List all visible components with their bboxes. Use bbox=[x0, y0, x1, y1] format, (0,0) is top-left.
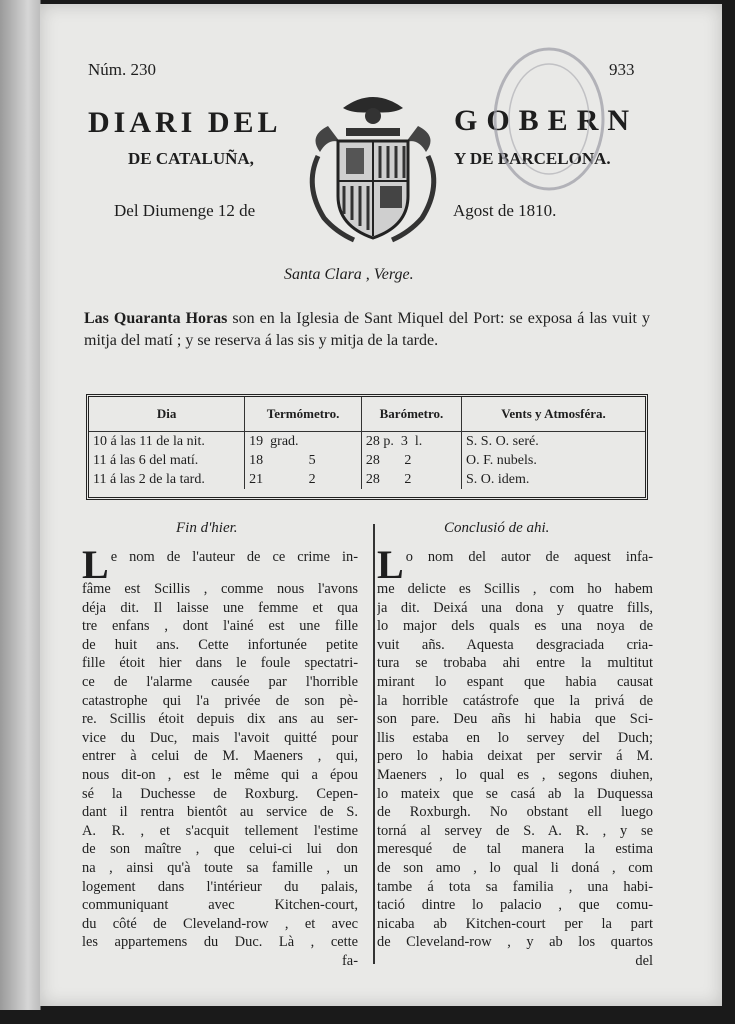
text-line bbox=[377, 822, 653, 841]
text-line bbox=[82, 599, 358, 618]
text-line-content: mirant lo espant que habia causat bbox=[377, 673, 653, 690]
text-line bbox=[82, 673, 358, 692]
text-line-content: de son amo , lo qual li doná , com bbox=[377, 859, 653, 876]
right-column-heading: Conclusió de ahi. bbox=[444, 520, 550, 536]
text-line-content: entrer à celui de M. Maeners , qui, bbox=[82, 748, 358, 765]
text-line bbox=[377, 729, 653, 748]
text-line-content: vuit añs. Aquesta desgraciada cria- bbox=[377, 636, 653, 653]
saint-of-the-day: Santa Clara , Verge. bbox=[284, 266, 414, 283]
text-line bbox=[82, 654, 358, 673]
text-line bbox=[82, 933, 358, 952]
text-line-content: lo major dels quals es una noya de bbox=[377, 618, 653, 635]
text-line bbox=[82, 548, 358, 580]
text-line bbox=[82, 859, 358, 878]
text-line-content: na , ainsi qu'à toute sa famille , un bbox=[82, 859, 358, 876]
text-line-content: déja dit. Il laisse une femme et qua bbox=[82, 599, 358, 616]
text-line-content: de Roxburgh. No obstant ell luego bbox=[377, 804, 653, 821]
newspaper-page bbox=[40, 4, 722, 1006]
text-line bbox=[82, 747, 358, 766]
text-line bbox=[377, 896, 653, 915]
right-column-text bbox=[377, 548, 653, 970]
text-line-content: o nom del autor de aquest infa- bbox=[405, 549, 653, 565]
subtitle-left: DE CATALUÑA, bbox=[128, 149, 254, 168]
weather-cell: O. F. nubels. bbox=[466, 452, 537, 468]
weather-cell: 28 2 bbox=[361, 470, 461, 489]
weather-header-winds: Vents y Atmosféra. bbox=[462, 397, 646, 432]
text-line bbox=[82, 617, 358, 636]
text-line bbox=[82, 636, 358, 655]
weather-cell: 19 grad. bbox=[245, 432, 362, 452]
text-line-content: ce de l'alarme causée par l'horrible bbox=[82, 673, 358, 690]
text-line-content: nous dit-on , est le même qui a épou bbox=[82, 766, 358, 783]
weather-cell: 10 á las 11 de la nit. bbox=[89, 432, 245, 452]
text-line-content: tació dintre lo palacio , que comu- bbox=[377, 897, 653, 914]
page-number: 933 bbox=[609, 60, 635, 79]
text-line bbox=[82, 692, 358, 711]
weather-cell: 11 á las 6 del matí. bbox=[89, 451, 245, 470]
text-line-content: re. Scillis étoit depuis dix ans au ser- bbox=[82, 711, 358, 728]
text-line bbox=[377, 859, 653, 878]
text-line-content: fâme est Scillis , comme nous l'avons bbox=[82, 581, 358, 597]
column-divider bbox=[373, 524, 375, 964]
text-line bbox=[82, 896, 358, 915]
text-line bbox=[377, 785, 653, 804]
text-line bbox=[82, 729, 358, 748]
text-line bbox=[377, 915, 653, 934]
text-line bbox=[82, 803, 358, 822]
drop-cap: L bbox=[82, 548, 109, 580]
table-row bbox=[89, 470, 645, 489]
text-line-content: ja dit. Deixá una dona y quatre fills, bbox=[377, 599, 653, 616]
weather-cell: S. S. O. seré. bbox=[466, 433, 539, 449]
weather-cell: 28 p. 3 l. bbox=[361, 432, 461, 452]
text-line-content: de Cleveland-row , y ab los quartos bbox=[377, 934, 653, 951]
text-line-content: sé la Duchesse de Roxburg. Cepen- bbox=[82, 785, 358, 802]
text-line-content: llis estaba en lo servey del Duch; bbox=[377, 729, 653, 746]
text-line-content: fille étoit hier dans le foule spectatri- bbox=[82, 655, 358, 672]
text-line bbox=[377, 803, 653, 822]
notice-lead: Las Quaranta Horas bbox=[84, 310, 228, 327]
weather-cell: 18 5 bbox=[245, 451, 362, 470]
notice-text: son en la Iglesia de Sant Miquel del Port: se exposa á las vuit y mitja del matí ; y se reserva á las sis y mitja de la tarde. bbox=[84, 310, 651, 349]
text-line-content: tura se trobaba ahi entre la multitut bbox=[377, 655, 653, 672]
text-line bbox=[377, 580, 653, 599]
table-row bbox=[89, 451, 645, 470]
text-line bbox=[377, 548, 653, 580]
text-line bbox=[377, 840, 653, 859]
text-line-content: dant il rentra bientôt au service de S. bbox=[82, 804, 358, 821]
text-line-content: me delicte es Scillis , com ho habem bbox=[377, 581, 653, 597]
text-line-content: vice du Duc, mais l'avoit quitté pour bbox=[82, 729, 358, 746]
text-line bbox=[82, 766, 358, 785]
text-line-content: del bbox=[635, 952, 653, 969]
left-column-heading: Fin d'hier. bbox=[176, 520, 238, 536]
text-line bbox=[82, 878, 358, 897]
weather-header-barometer: Barómetro. bbox=[361, 397, 461, 432]
text-line bbox=[82, 580, 358, 599]
text-line-content: du côté de Cleveland-row , et avec bbox=[82, 915, 358, 932]
text-line-content: de son maître , que celui-ci lui don bbox=[82, 841, 358, 858]
text-line bbox=[377, 636, 653, 655]
library-stamp-icon bbox=[490, 44, 608, 194]
text-line-content: les appartemens du Duc. Là , cette bbox=[82, 934, 358, 951]
text-line bbox=[82, 952, 358, 971]
text-line bbox=[377, 747, 653, 766]
text-line bbox=[377, 766, 653, 785]
text-line-content: de huit ans. Cette infortunée petite bbox=[82, 636, 358, 653]
weather-header-thermometer: Termómetro. bbox=[245, 397, 362, 432]
facing-page-edge bbox=[0, 0, 41, 1010]
date-right: Agost de 1810. bbox=[453, 201, 557, 220]
text-line bbox=[377, 673, 653, 692]
text-line bbox=[377, 878, 653, 897]
text-line bbox=[377, 599, 653, 618]
text-line bbox=[82, 915, 358, 934]
text-line bbox=[377, 654, 653, 673]
notice-paragraph bbox=[84, 308, 650, 352]
issue-number: Núm. 230 bbox=[88, 60, 156, 79]
text-line bbox=[377, 710, 653, 729]
text-line-content: lo mateix que se casá ab la Duquessa bbox=[377, 785, 653, 802]
text-line-content: catastrophe qui l'a privée de son pè- bbox=[82, 692, 358, 709]
text-line-content: Maeners , lo qual es , segons diuhen, bbox=[377, 766, 653, 783]
title-right: GOBERN bbox=[454, 104, 639, 137]
text-line-content: son pare. Deu añs hi habia que Sci- bbox=[377, 711, 653, 728]
weather-table bbox=[86, 394, 648, 500]
text-line bbox=[377, 617, 653, 636]
text-line-content: e nom de l'auteur de ce crime in- bbox=[110, 549, 358, 565]
table-row bbox=[89, 432, 645, 452]
text-line-content: nicaba ab Kitchen-court per la part bbox=[377, 915, 653, 932]
text-line bbox=[377, 952, 653, 971]
weather-header-day: Dia bbox=[89, 397, 245, 432]
text-line-content: tre enfans , dont l'ainé est une fille bbox=[82, 618, 358, 635]
weather-cell: 21 2 bbox=[245, 470, 362, 489]
text-line bbox=[82, 840, 358, 859]
drop-cap: L bbox=[377, 548, 404, 580]
text-line-content: A. R. , et s'acquit tellement l'estime bbox=[82, 822, 358, 839]
weather-cell: 28 2 bbox=[361, 451, 461, 470]
text-line-content: la horrible catástrofe que la privá de bbox=[377, 692, 653, 709]
text-line bbox=[377, 933, 653, 952]
text-line-content: torná al servey de S. A. R. , y se bbox=[377, 822, 653, 839]
text-line bbox=[82, 785, 358, 804]
text-line bbox=[377, 692, 653, 711]
coat-of-arms-icon bbox=[298, 86, 448, 246]
left-column-text bbox=[82, 548, 358, 970]
weather-cell: S. O. idem. bbox=[466, 471, 530, 487]
text-line-content: meresqué de tal manera la estima bbox=[377, 841, 653, 858]
text-line-content: communiquant avec Kitchen-court, bbox=[82, 897, 358, 914]
subtitle-right: Y DE BARCELONA. bbox=[454, 149, 611, 168]
date-left: Del Diumenge 12 de bbox=[114, 201, 256, 220]
text-line-content: fa- bbox=[342, 952, 358, 969]
text-line-content: logement dans l'intérieur du palais, bbox=[82, 878, 358, 895]
text-line bbox=[82, 822, 358, 841]
title-left: DIARI DEL bbox=[88, 106, 282, 139]
weather-cell: 11 á las 2 de la tard. bbox=[89, 470, 245, 489]
text-line-content: pero lo habia deixat per servir á M. bbox=[377, 748, 653, 765]
text-line bbox=[82, 710, 358, 729]
text-line-content: tambe á tota sa familia , una habi- bbox=[377, 878, 653, 895]
